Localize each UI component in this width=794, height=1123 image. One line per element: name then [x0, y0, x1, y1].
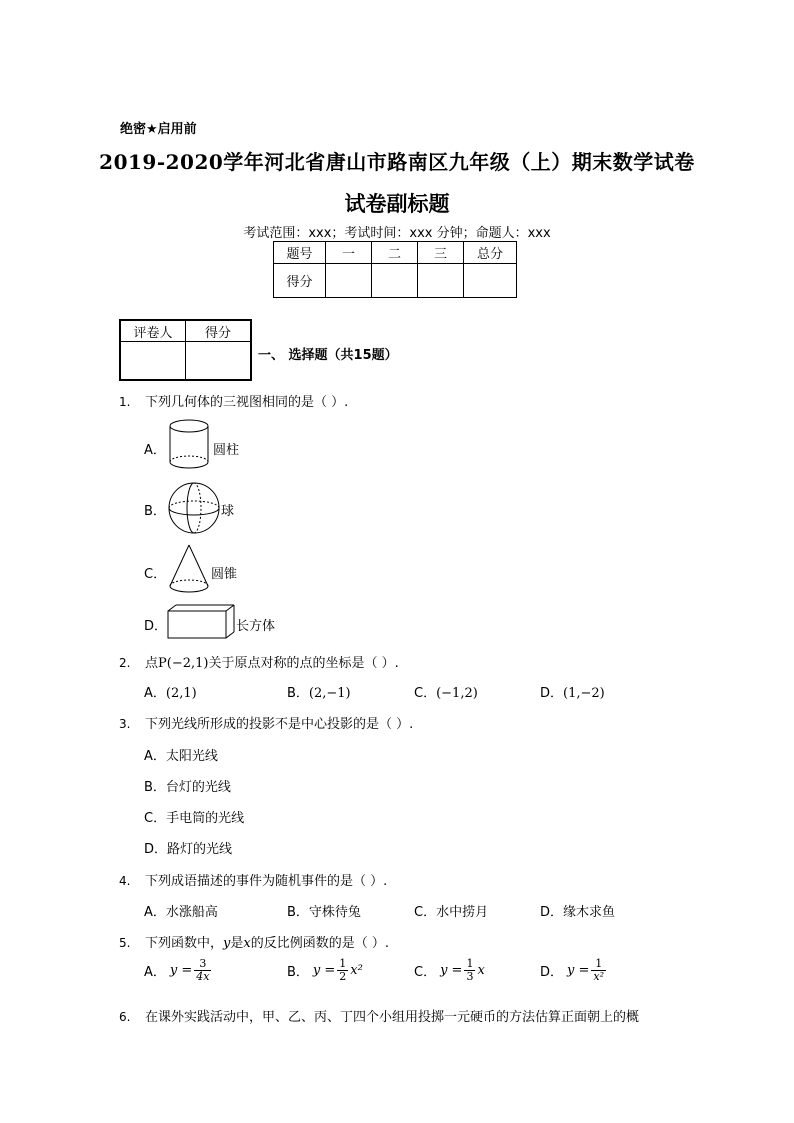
question-text: 下列光线所形成的投影不是中心投影的是（ ）. [145, 717, 414, 732]
score-header-cell: 一 [326, 242, 372, 264]
score-input-cell[interactable] [372, 264, 418, 298]
question-3 [119, 713, 413, 732]
q2-option-c[interactable]: C．(−1,2) [414, 686, 478, 701]
q2-option-b[interactable]: B．(2,−1) [287, 686, 351, 701]
question-number: 1. [119, 395, 131, 409]
question-text: 在课外实践活动中，甲、乙、丙、丁四个小组用投掷一元硬币的方法估算正面朝上的概 [145, 1010, 640, 1025]
q1-option-a-label: 圆柱 [213, 443, 240, 458]
question-6 [119, 1006, 639, 1025]
q2-option-a[interactable]: A．(2,1) [144, 686, 197, 701]
question-number: 3. [119, 717, 131, 731]
q5-option-b[interactable]: B． y = $\frac{1}{2}$ x² [287, 957, 363, 983]
question-1 [119, 391, 348, 410]
variable-x: x [243, 936, 251, 951]
q1-option-d-letter[interactable]: D． [144, 619, 168, 634]
question-5 [119, 932, 389, 951]
q4-option-c[interactable]: C．水中捞月 [414, 905, 489, 920]
q1-option-b-label: 球 [221, 504, 235, 519]
score-input-cell[interactable] [418, 264, 464, 298]
question-number: 5. [119, 936, 131, 950]
q1-option-c-letter[interactable]: C． [144, 567, 167, 582]
exam-title: 2019-2020学年河北省唐山市路南区九年级（上）期末数学试卷 [99, 150, 695, 174]
point-expression: P(−2,1) [158, 656, 209, 671]
score-header-cell: 题号 [274, 242, 326, 264]
q1-option-a-letter[interactable]: A． [144, 443, 166, 458]
score-header-cell: 三 [418, 242, 464, 264]
question-2 [119, 652, 399, 671]
q2-option-d[interactable]: D．(1,−2) [540, 686, 605, 701]
question-number: 4. [119, 874, 131, 888]
score-input-cell[interactable] [464, 264, 517, 298]
q5-option-a[interactable]: A． y = $\frac{3}{4x}$ [144, 957, 210, 983]
grader-input-cell[interactable] [120, 342, 186, 381]
q3-option-a[interactable]: A．太阳光线 [144, 749, 218, 764]
score-row-label: 得分 [274, 264, 326, 298]
q1-option-b-letter[interactable]: B． [144, 504, 166, 519]
variable-y: y [223, 936, 231, 951]
question-text: 点 [145, 656, 159, 671]
exam-subtitle: 试卷副标题 [344, 192, 450, 216]
question-text: 下列成语描述的事件为随机事件的是（ ）. [145, 874, 388, 889]
q3-option-c[interactable]: C．手电筒的光线 [144, 811, 245, 826]
question-number: 2. [119, 656, 131, 670]
question-text: 的反比例函数的是（ ）. [250, 936, 389, 951]
question-number: 6. [119, 1010, 131, 1024]
section-title: 一、 选择题（共15题） [258, 348, 398, 363]
cone-icon [166, 542, 212, 598]
question-text: 下列函数中， [145, 936, 224, 951]
question-text: 关于原点对称的点的坐标是（ ）. [208, 656, 399, 671]
grader-header-cell: 评卷人 [120, 320, 186, 342]
q5-option-c[interactable]: C． y = $\frac{1}{3}$ x [414, 957, 485, 983]
q5-option-d[interactable]: D． y = $\frac{1}{\text{x²}}$ [540, 957, 605, 983]
q3-option-b[interactable]: B．台灯的光线 [144, 780, 231, 795]
grader-input-cell[interactable] [186, 342, 252, 381]
q4-option-d[interactable]: D．缘木求鱼 [540, 905, 616, 920]
grader-header-cell: 得分 [186, 320, 252, 342]
question-text: 是 [230, 936, 244, 951]
score-input-cell[interactable] [326, 264, 372, 298]
score-table [273, 241, 517, 298]
q1-option-c-label: 圆锥 [211, 567, 238, 582]
score-header-cell: 总分 [464, 242, 517, 264]
q1-option-d-label: 长方体 [236, 619, 276, 634]
sphere-icon [166, 481, 224, 537]
question-text: 下列几何体的三视图相同的是（ ）. [145, 395, 349, 410]
q4-option-a[interactable]: A．水涨船高 [144, 905, 218, 920]
cuboid-icon [166, 603, 238, 641]
cylinder-icon [165, 417, 213, 473]
grader-table [119, 319, 252, 381]
question-4 [119, 870, 387, 889]
exam-info: 考试范围：xxx；考试时间：xxx 分钟；命题人：xxx [243, 226, 551, 241]
confidential-label: 绝密★启用前 [120, 122, 197, 137]
q4-option-b[interactable]: B．守株待兔 [287, 905, 361, 920]
q3-option-d[interactable]: D．路灯的光线 [144, 842, 233, 857]
score-header-cell: 二 [372, 242, 418, 264]
